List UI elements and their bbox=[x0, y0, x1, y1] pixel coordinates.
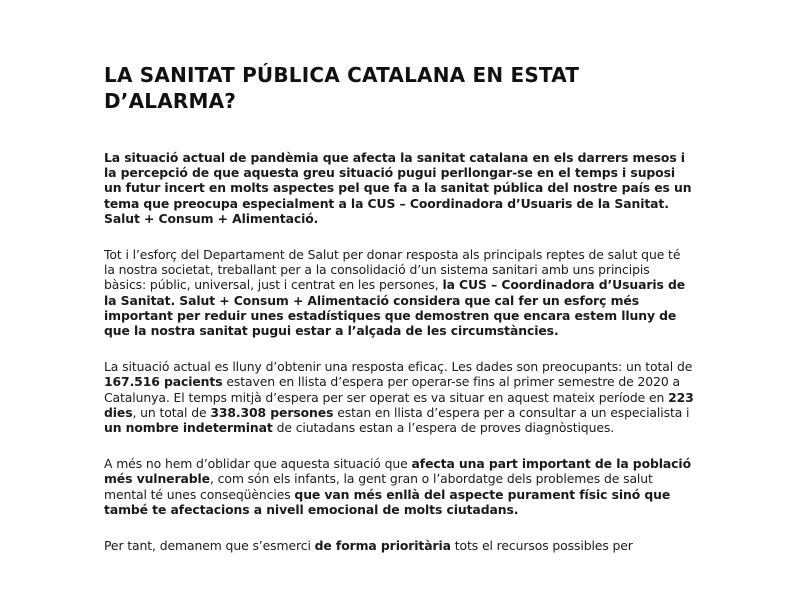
paragraph-text: , un total de bbox=[132, 404, 211, 420]
paragraph-bold: la CUS – Coordinadora d’Usuaris de la Sanitat. Salut + Consum + Alimentació considera que cal fer un esforç més important per reduir unes estadístiques que demostren que encara estem lluny de que la nostra sanitat pugui estar a l’alçada de les circumstàncies. bbox=[104, 277, 686, 339]
paragraph-text: de ciutadans estan a l’espera de proves diagnòstiques. bbox=[272, 420, 615, 436]
paragraph-bold: de forma prioritària bbox=[314, 538, 451, 554]
stat-persons: 338.308 persones bbox=[210, 404, 334, 420]
paragraph-text: A més no hem d’oblidar que aquesta situació que bbox=[104, 456, 412, 472]
document-page bbox=[104, 62, 694, 574]
paragraph-text: , com són els infants, la gent gran o l’abordatge dels problemes de salut mental té unes conseqüències bbox=[104, 471, 653, 502]
paragraph-text: estaven en llista d’espera per operar-se fins al primer semestre de 2020 a Catalunya. El temps mitjà d’espera per ser operat es va situar en aquest mateix període en bbox=[104, 374, 680, 405]
paragraph-text: Per tant, demanem que s’esmerci bbox=[104, 538, 315, 554]
paragraph-effort bbox=[104, 247, 694, 338]
paragraph-text: estan en llista d’espera per a consultar a un especialista i bbox=[333, 404, 690, 420]
paragraph-bold: afecta una part important de la població més vulnerable bbox=[104, 456, 691, 487]
paragraph-text: tots el recursos possibles per bbox=[450, 538, 633, 554]
stat-patients: 167.516 pacients bbox=[104, 374, 223, 390]
paragraph-statistics bbox=[104, 359, 694, 435]
paragraph-vulnerable bbox=[104, 456, 694, 517]
stat-undetermined: un nombre indeterminat bbox=[104, 420, 273, 436]
stat-days: 223 dies bbox=[104, 389, 694, 420]
paragraph-text: Tot i l’esforç del Departament de Salut per donar resposta als principals reptes de salut que té la nostra societat, treballant per a la consolidació d’un sistema sanitari amb uns principis bàsics: públic, universal, just i centrat en les persones, bbox=[104, 247, 681, 293]
document-title: LA SANITAT PÚBLICA CATALANA EN ESTAT D’ALARMA? bbox=[104, 63, 580, 113]
paragraph-request bbox=[104, 538, 694, 553]
paragraph-text: La situació actual es lluny d’obtenir una resposta eficaç. Les dades son preocupants: un total de bbox=[104, 359, 693, 375]
lead-paragraph: La situació actual de pandèmia que afecta la sanitat catalana en els darrers mesos i la percepció de que aquesta greu situació pugui perllongar-se en el temps i suposi un futur incert en molts aspectes pel que fa a la sanitat pública del nostre país es un tema que preocupa especialment a la CUS – Coordinadora d’Usuaris de la Sanitat. Salut + Consum + Alimentació. bbox=[104, 150, 692, 226]
paragraph-bold: que van més enllà del aspecte purament físic sinó que també te afectacions a nivell emocional de molts ciutadans. bbox=[104, 486, 671, 517]
